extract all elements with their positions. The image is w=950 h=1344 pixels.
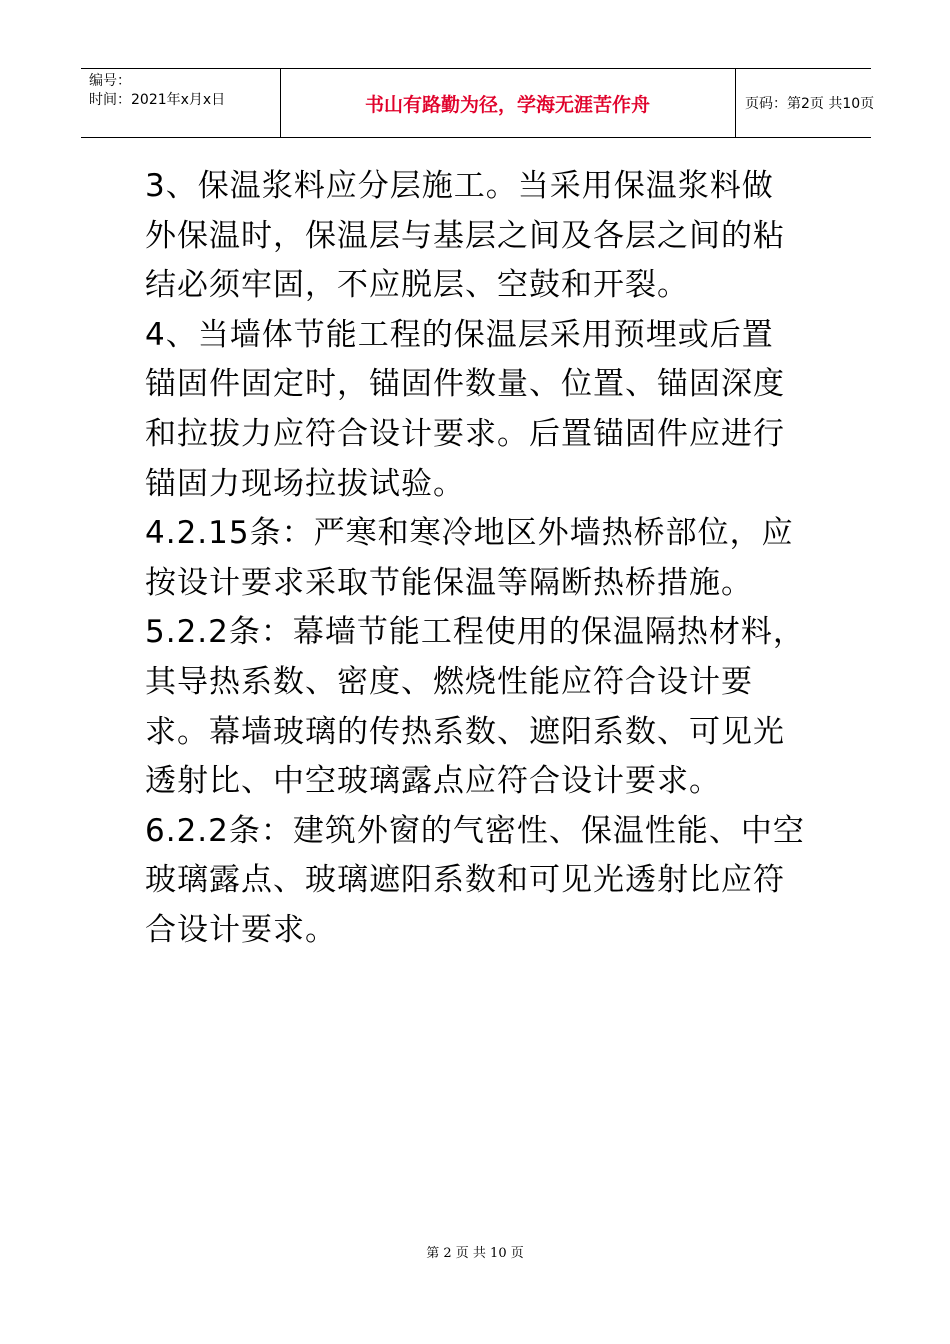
- page-footer: 第 2 页 共 10 页: [426, 1246, 524, 1261]
- document-number-label: 编号：: [89, 73, 131, 89]
- paragraph-clause-4: 4、当墙体节能工程的保温层采用预埋或后置锚固件固定时，锚固件数量、位置、锚固深度和拉拔力应符合设计要求。后置锚固件应进行锚固力现场拉拔试验。: [145, 316, 785, 502]
- header-motto-cell: [280, 69, 736, 137]
- header-meta-cell: [81, 69, 281, 137]
- header-page-cell: [735, 69, 875, 137]
- paragraph-clause-3: 3、保温浆料应分层施工。当采用保温浆料做外保温时，保温层与基层之间及各层之间的粘结必须牢固，不应脱层、空鼓和开裂。: [145, 168, 785, 304]
- paragraph-clause-6-2-2: 6.2.2条：建筑外窗的气密性、保温性能、中空玻璃露点、玻璃遮阳系数和可见光透射比应符合设计要求。: [145, 812, 805, 948]
- document-body: [145, 162, 805, 956]
- header-motto: 书山有路勤为径，学海无涯苦作舟: [364, 94, 650, 116]
- header-page-info: 页码：第2页 共10页: [745, 96, 875, 112]
- page-header: [81, 68, 875, 138]
- paragraph-clause-5-2-2: 5.2.2条：幕墙节能工程使用的保温隔热材料，其导热系数、密度、燃烧性能应符合设计要求。幕墙玻璃的传热系数、遮阳系数、可见光透射比、中空玻璃露点应符合设计要求。: [145, 614, 805, 800]
- document-time-label: 时间：2021年x月x日: [89, 92, 226, 108]
- paragraph-clause-4-2-15: 4.2.15条：严寒和寒冷地区外墙热桥部位，应按设计要求采取节能保温等隔断热桥措施。: [145, 515, 794, 601]
